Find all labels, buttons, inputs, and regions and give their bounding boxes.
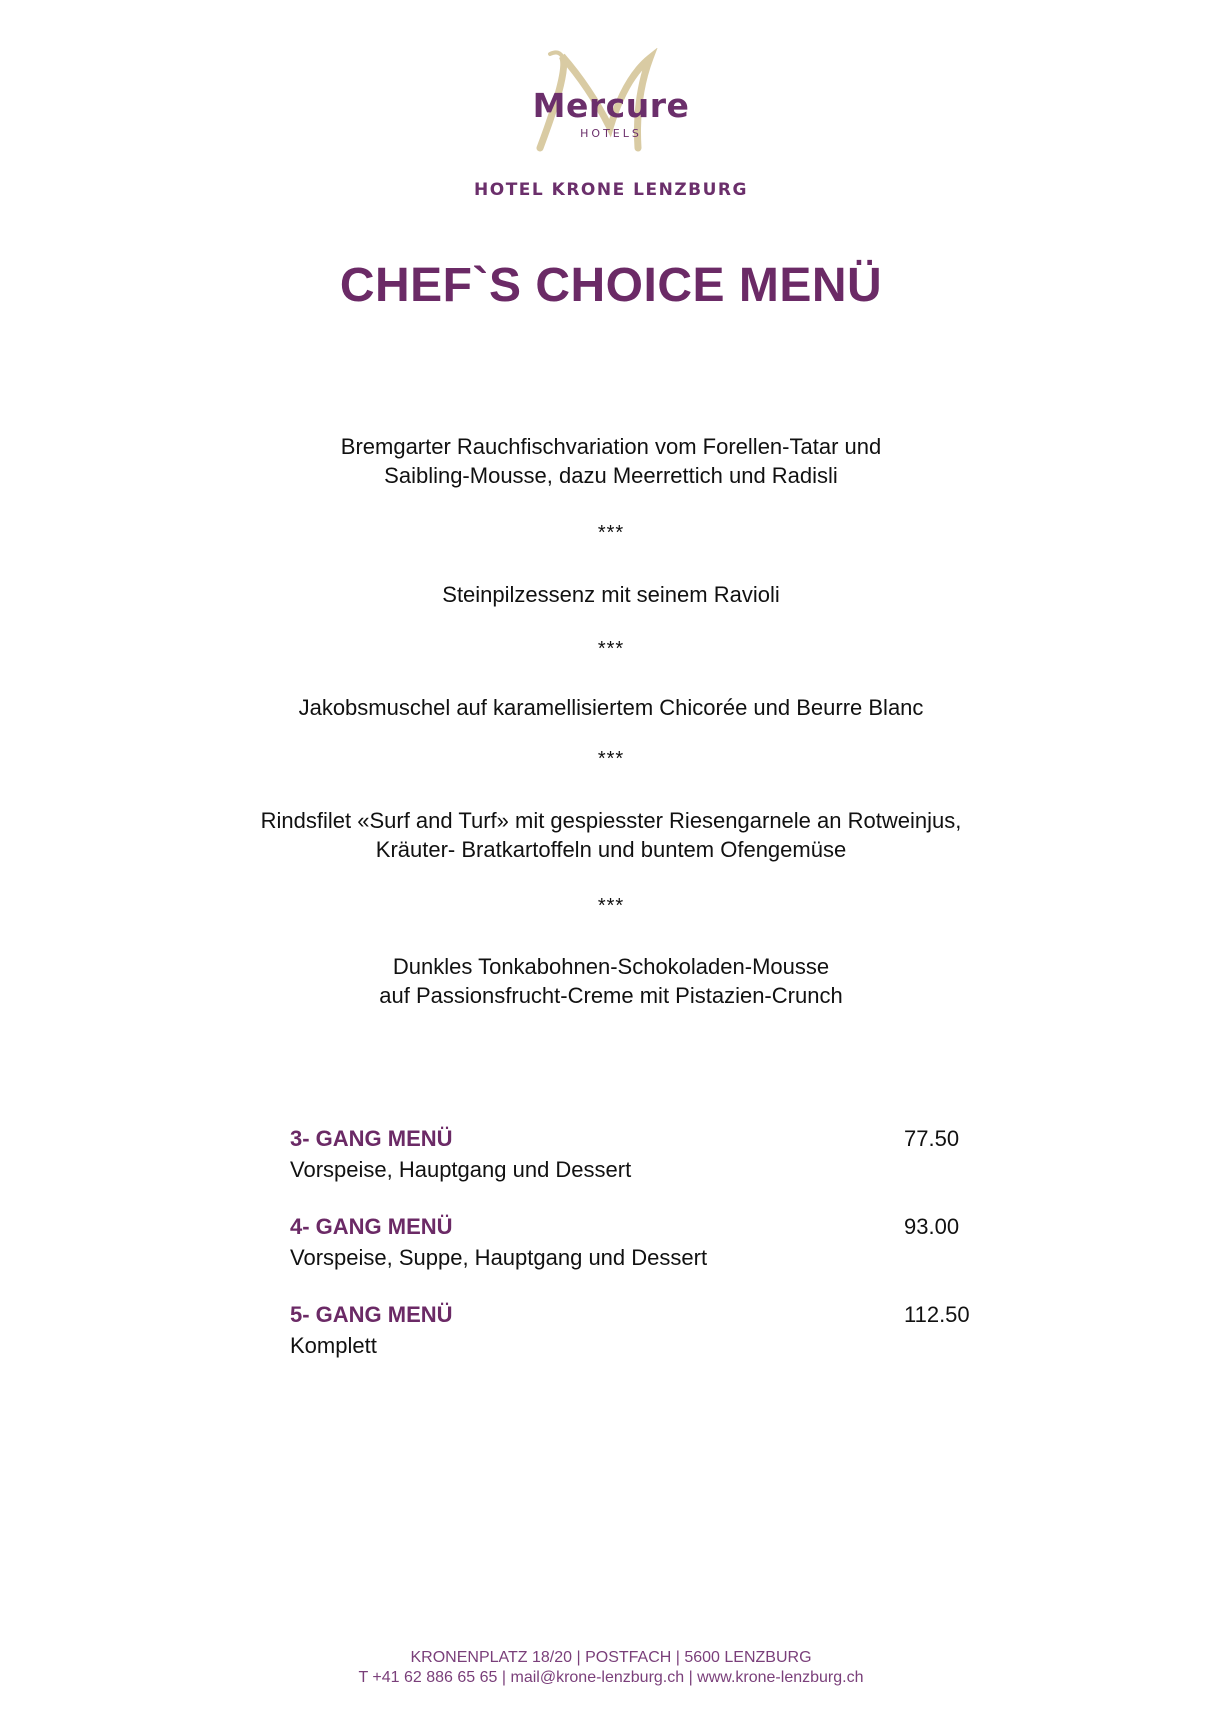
menu-option-desc: Vorspeise, Hauptgang und Dessert [290,1157,632,1182]
course-line: Steinpilzessenz mit seinem Ravioli [442,582,780,607]
logo-subtitle: HOTELS [580,127,642,140]
menu-option-name: 5- GANG MENÜ [290,1302,453,1327]
course-separator: *** [597,522,625,544]
course-line: Saibling-Mousse, dazu Meerrettich und Radisli [384,463,838,488]
course-line: Kräuter- Bratkartoffeln und buntem Ofengemüse [375,837,847,862]
menu-option-desc: Komplett [290,1333,377,1358]
menu-option-name: 3- GANG MENÜ [290,1126,453,1151]
hotel-name: HOTEL KRONE LENZBURG [474,180,748,200]
course-separator: *** [597,638,625,660]
page-title: CHEF`S CHOICE MENÜ [339,259,883,312]
course-separator: *** [597,895,625,917]
course-4 [0,806,1222,864]
course-line: Bremgarter Rauchfischvariation vom Forellen-Tatar und [340,434,882,459]
footer-address: KRONENPLATZ 18/20 | POSTFACH | 5600 LENZBURG [410,1649,812,1666]
course-3 [0,693,1222,722]
course-line: Jakobsmuschel auf karamellisiertem Chicorée und Beurre Blanc [298,695,924,720]
course-1 [0,432,1222,490]
menu-option-price: 93.00 [904,1214,960,1239]
logo-wordmark: Mercure [532,86,690,125]
menu-option-price: 77.50 [904,1126,960,1151]
course-line: auf Passionsfrucht-Creme mit Pistazien-Crunch [379,983,843,1008]
menu-option-3 [290,1126,980,1184]
mercure-logo [500,48,722,158]
menu-option-4 [290,1214,980,1272]
course-2 [0,580,1222,609]
course-line: Dunkles Tonkabohnen-Schokoladen-Mousse [392,954,830,979]
menu-option-price: 112.50 [904,1302,970,1327]
menu-option-desc: Vorspeise, Suppe, Hauptgang und Dessert [290,1245,708,1270]
course-5 [0,952,1222,1010]
menu-option-5 [290,1302,980,1360]
footer-contact: T +41 62 886 65 65 | mail@krone-lenzburg.ch | www.krone-lenzburg.ch [358,1669,864,1686]
footer [0,1648,1222,1688]
course-separator: *** [597,748,625,770]
menu-option-name: 4- GANG MENÜ [290,1214,453,1239]
course-line: Rindsfilet «Surf and Turf» mit gespiesster Riesengarnele an Rotweinjus, [260,808,962,833]
